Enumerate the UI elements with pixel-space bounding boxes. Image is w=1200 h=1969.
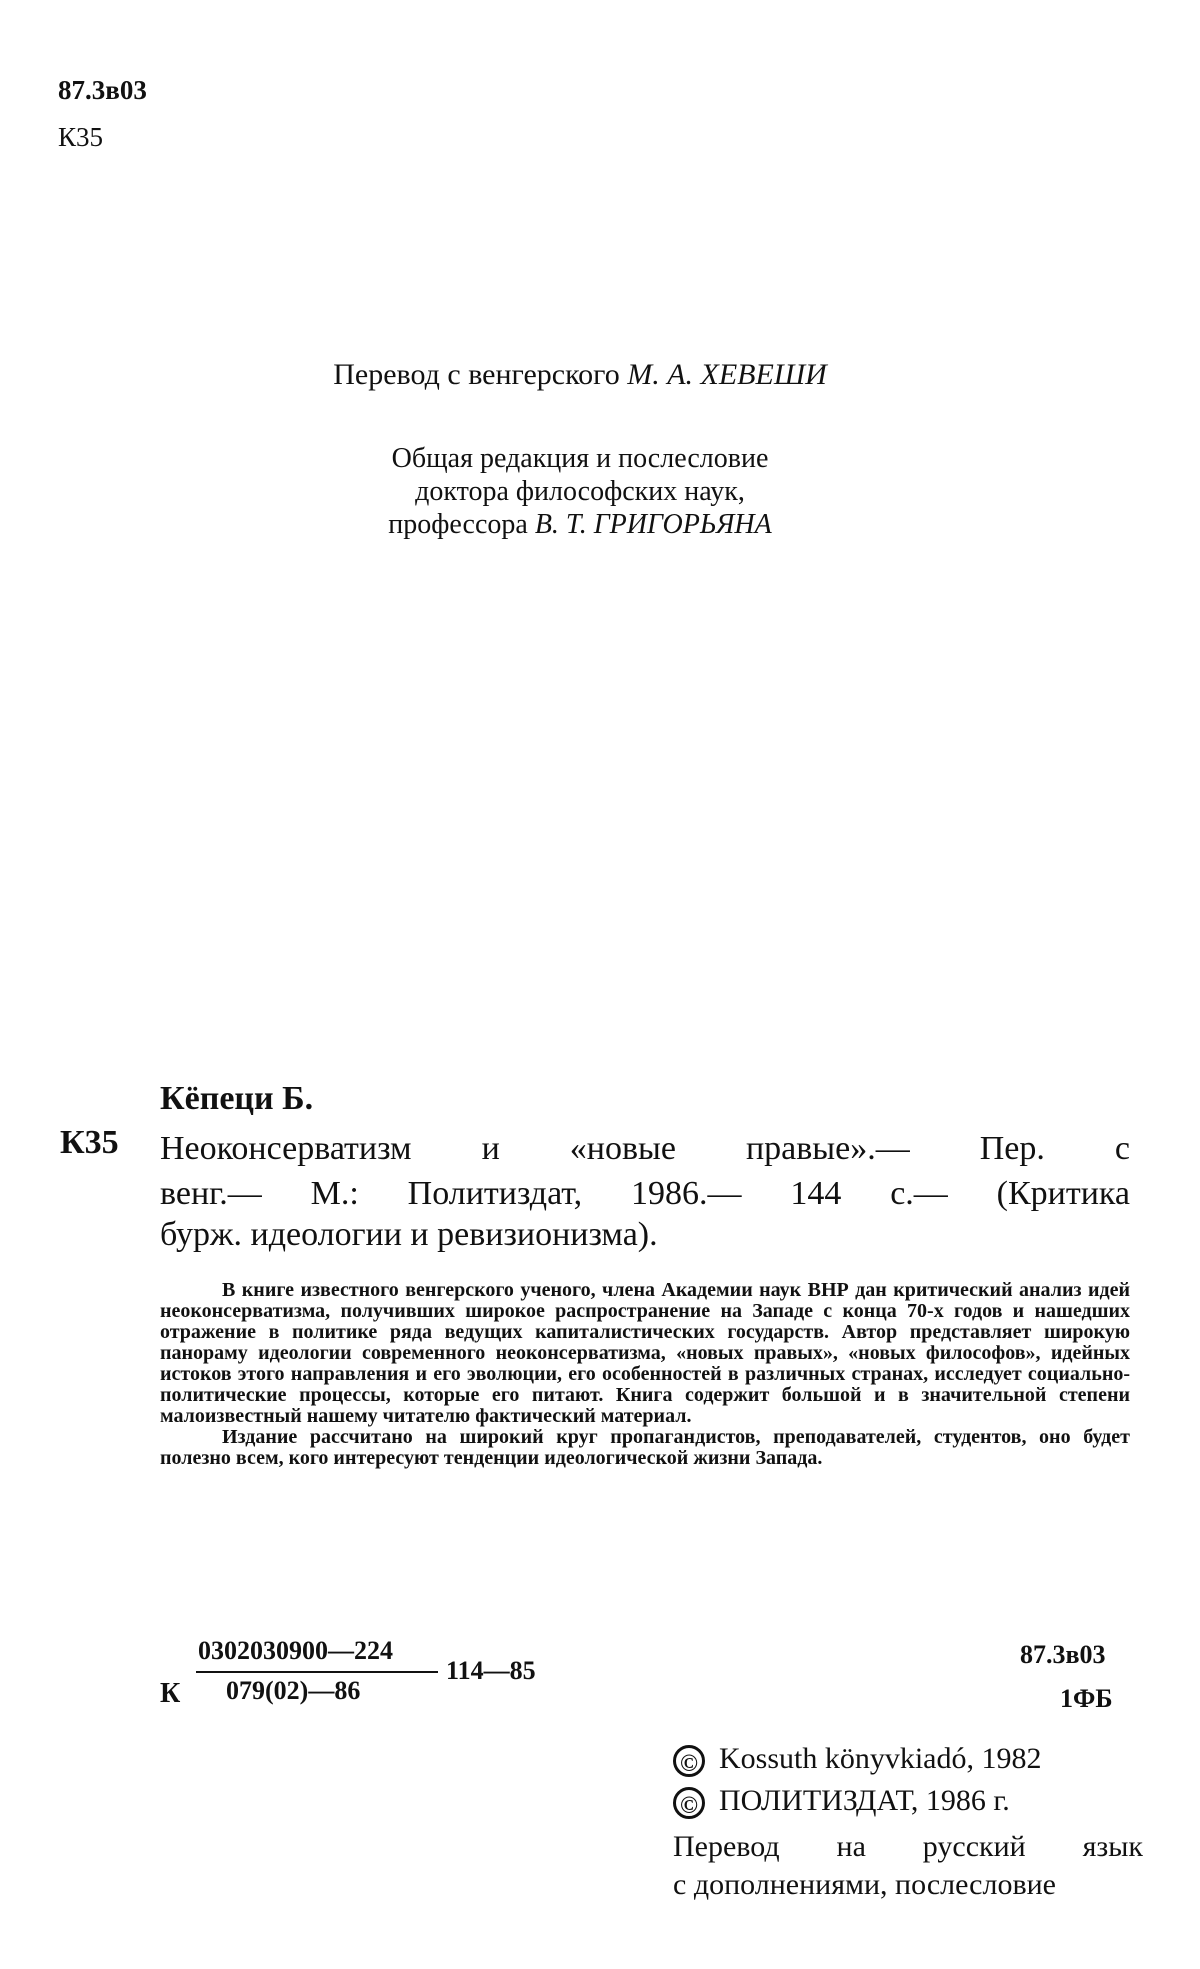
copyright-line-2 [673, 1782, 1143, 1820]
copyright-icon: © [673, 1787, 705, 1819]
catalog-mark: К35 [60, 1124, 119, 1161]
annotation [160, 1280, 1130, 1469]
editorial-block [0, 442, 1160, 541]
copyright-text-2: ПОЛИТИЗДАТ, 1986 г. [719, 1784, 1010, 1817]
annotation-paragraph-2: Издание рассчитано на широкий круг пропагандистов, преподавателей, студентов, оно будет полезно всем, кого интересуют тенденции идеологической жизни Запада. [160, 1426, 1130, 1469]
translator-name: М. А. ХЕВЕШИ [627, 358, 827, 391]
translator-line [0, 358, 1160, 392]
catalog-line-1: Неоконсерватизм и «новые правые».— Пер. с [160, 1130, 1130, 1167]
imprint-fraction-line [196, 1671, 438, 1673]
bbk-code: 87.3в03 [58, 75, 147, 105]
copyright-line-3: Перевод на русский язык [673, 1830, 1143, 1863]
copyright-line-4: с дополнениями, послесловие [673, 1868, 1056, 1901]
copyright-line-1 [673, 1740, 1143, 1778]
copyright-text-1: Kossuth könyvkiadó, 1982 [719, 1742, 1042, 1775]
imprint-bbk-right: 87.3в03 [1020, 1640, 1106, 1669]
editor-name: В. Т. ГРИГОРЬЯНА [534, 509, 772, 540]
catalog-entry [160, 1126, 1130, 1216]
editorial-line-3 [0, 508, 1160, 541]
translator-prefix: Перевод с венгерского [333, 358, 620, 391]
editorial-line-3-prefix: профессора [388, 509, 528, 540]
imprint-code-after: 114—85 [446, 1656, 536, 1685]
catalog-author: Кёпеци Б. [160, 1080, 314, 1117]
annotation-paragraph-1: В книге известного венгерского ученого, члена Академии наук ВНР дан критический анализ идей неоконсерватизма, получивших широкое распространение на Западе с конца 70-х годов и нашедших отражение в политике ряда ведущих капиталистических государств. Автор представляет широкую панораму идеологии современного неоконсерватизма, «новых правых», «новых философов», идейных истоков этого направления и его эволюции, его особенностей в различных странах, исследует социально-политические процессы, которые его питают. Книга содержит большой и в значительной степени малоизвестный нашему читателю фактический материал. [160, 1279, 1130, 1427]
catalog-line-3: бурж. идеологии и ревизионизма). [160, 1216, 658, 1253]
copyright-icon: © [673, 1745, 705, 1777]
imprint-k-letter: К [160, 1678, 181, 1709]
imprint-fraction-bottom: 079(02)—86 [226, 1676, 361, 1705]
editorial-line-1: Общая редакция и послесловие [391, 443, 769, 474]
editorial-line-2: доктора философских наук, [415, 476, 745, 507]
imprint-fraction-top: 0302030900—224 [198, 1636, 393, 1665]
catalog-line-2: венг.— М.: Политиздат, 1986.— 144 с.— (Критика [160, 1175, 1130, 1212]
imprint-price-right: 1ФБ [1060, 1684, 1113, 1713]
author-mark: К35 [58, 122, 104, 152]
